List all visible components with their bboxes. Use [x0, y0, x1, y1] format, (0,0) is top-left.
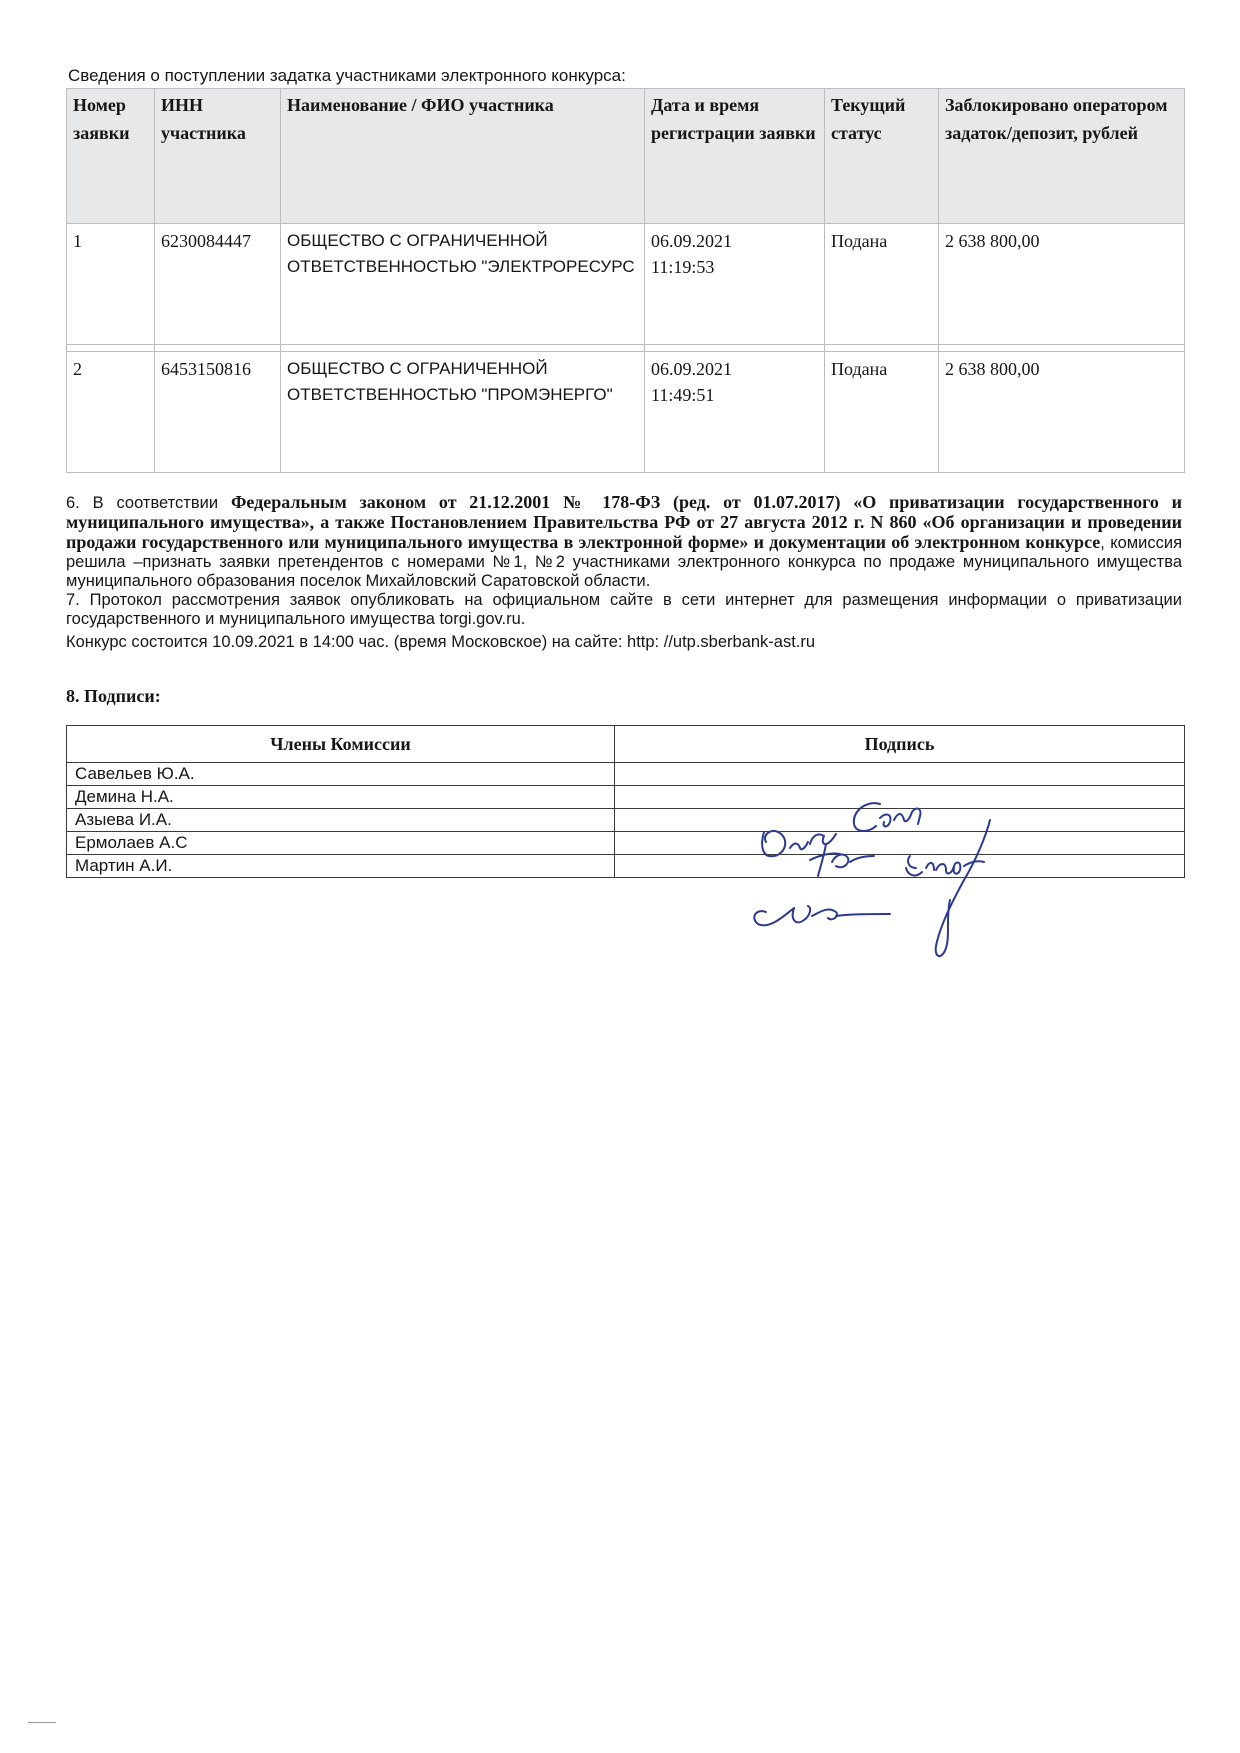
signature-martin [754, 906, 890, 925]
table-row [67, 809, 1185, 832]
member-name: Савельев Ю.А. [67, 763, 615, 786]
deposits-header-row [67, 89, 1185, 224]
signatures-table [66, 725, 1185, 878]
p6-prefix: 6. В соответствии [66, 494, 231, 512]
table-row [67, 786, 1185, 809]
registration-datetime [645, 224, 825, 345]
registration-datetime [645, 352, 825, 473]
signature-cell [615, 832, 1185, 855]
application-status: Подана [825, 352, 939, 473]
table-row [67, 763, 1185, 786]
registration-date: 06.09.2021 [651, 359, 732, 379]
scan-edge-mark [28, 1722, 56, 1723]
member-name: Ермолаев А.С [67, 832, 615, 855]
deposit-caption: Сведения о поступлении задатка участниками электронного конкурса: [68, 66, 626, 85]
registration-time: 11:19:53 [651, 257, 715, 277]
participant-name: ОБЩЕСТВО С ОГРАНИЧЕННОЙ ОТВЕТСТВЕННОСТЬЮ "ЭЛЕКТРОРЕСУРС [281, 224, 645, 345]
col-registration-datetime: Дата и время регистрации заявки [645, 89, 825, 224]
application-number: 1 [67, 224, 155, 345]
member-name: Демина Н.А. [67, 786, 615, 809]
signature-cell [615, 786, 1185, 809]
registration-time: 11:49:51 [651, 385, 715, 405]
col-inn: ИНН участника [155, 89, 281, 224]
col-commission-members: Члены Комиссии [67, 726, 615, 763]
col-application-number: Номер заявки [67, 89, 155, 224]
paragraph-7: 7. Протокол рассмотрения заявок опубликовать на официальном сайте в сети интернет для размещения информации о приватизации государственного и муниципального имущества torgi.gov.ru. [66, 591, 1182, 628]
p6-decision: , комиссия решила –признать заявки претендентов с номерами №1, №2 участниками электронного конкурса по продаже муниципального имущества муниципального образования поселок Михайловский Саратовской области. [66, 534, 1183, 590]
contest-announcement: Конкурс состоится 10.09.2021 в 14:00 час. (время Московское) на сайте: http: //utp.sberbank-ast.ru [66, 633, 816, 651]
col-signature: Подпись [615, 726, 1185, 763]
deposits-table [66, 88, 1185, 473]
table-row [67, 832, 1185, 855]
participant-inn: 6230084447 [155, 224, 281, 345]
row-gap [67, 345, 1185, 352]
paragraph-6 [66, 493, 1182, 591]
signatures-header-row [67, 726, 1185, 763]
protocol-page [66, 66, 1196, 878]
signature-cell [615, 855, 1185, 878]
col-participant-name: Наименование / ФИО участника [281, 89, 645, 224]
application-status: Подана [825, 224, 939, 345]
participant-name: ОБЩЕСТВО С ОГРАНИЧЕННОЙ ОТВЕТСТВЕННОСТЬЮ "ПРОМЭНЕРГО" [281, 352, 645, 473]
table-row [67, 855, 1185, 878]
blocked-deposit-amount: 2 638 800,00 [939, 352, 1185, 473]
col-status: Текущий статус [825, 89, 939, 224]
col-blocked-deposit: Заблокировано оператором задаток/депозит, рублей [939, 89, 1185, 224]
signature-cell [615, 763, 1185, 786]
signatures-title: 8. Подписи: [66, 686, 161, 706]
table-row [67, 352, 1185, 473]
blocked-deposit-amount: 2 638 800,00 [939, 224, 1185, 345]
application-number: 2 [67, 352, 155, 473]
registration-date: 06.09.2021 [651, 231, 732, 251]
decision-text [66, 493, 1182, 652]
member-name: Азыева И.А. [67, 809, 615, 832]
table-row [67, 224, 1185, 345]
p6-legal-basis: Федеральным законом от 21.12.2001 № 178-ФЗ (ред. от 01.07.2017) «О приватизации государственного и муниципального имущества», а также Постановлением Правительства РФ от 27 августа 2012 г. N 860 «Об организации и проведении продажи государственного или муниципального имущества в электронной форме» и документации об электронном конкурсе [66, 492, 1183, 552]
participant-inn: 6453150816 [155, 352, 281, 473]
member-name: Мартин А.И. [67, 855, 615, 878]
signature-cell [615, 809, 1185, 832]
